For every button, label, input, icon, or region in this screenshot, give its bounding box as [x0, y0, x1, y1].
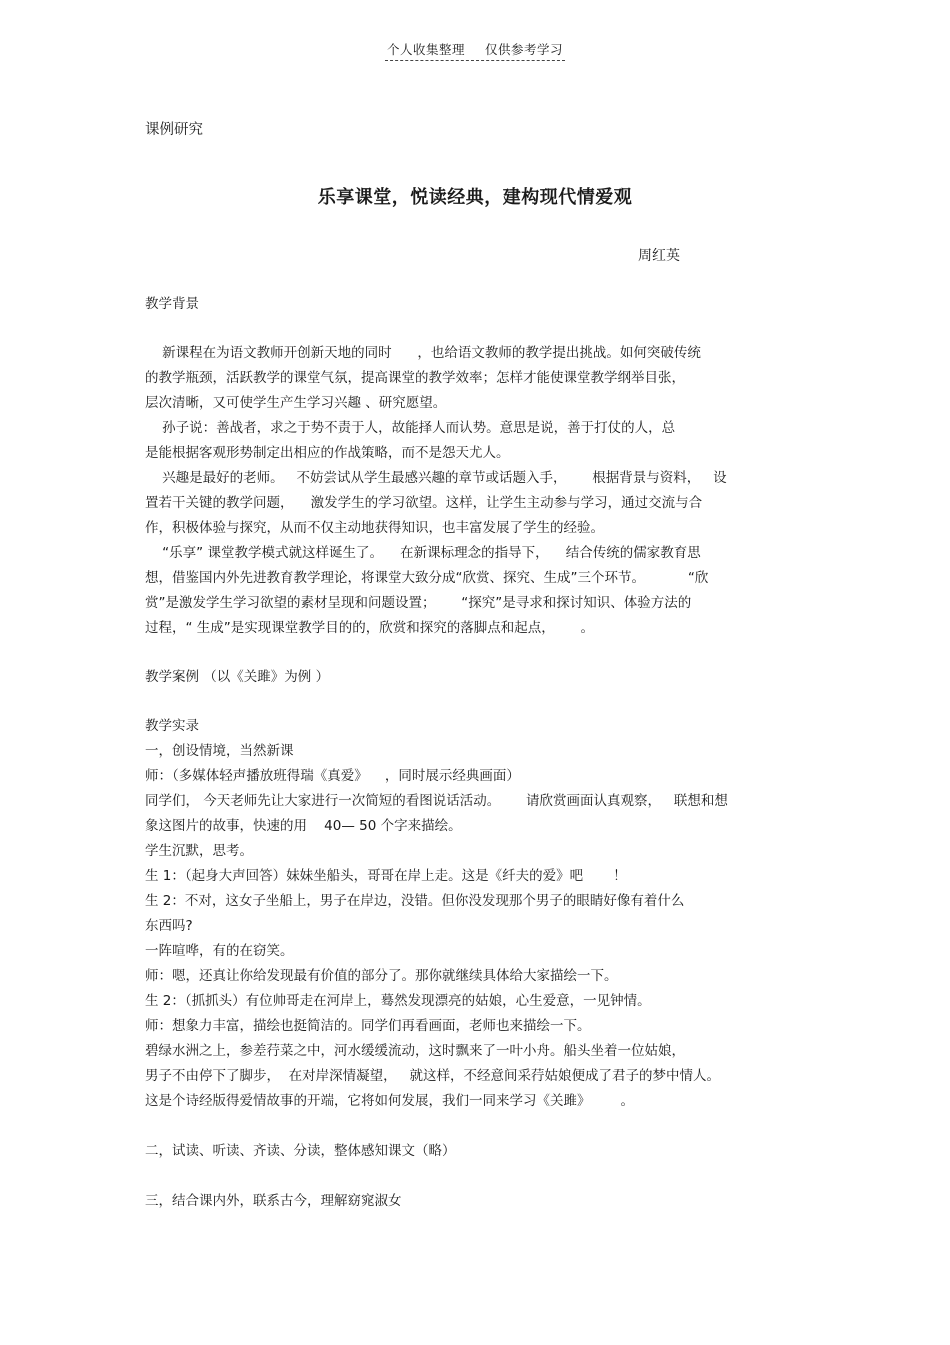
body-line: 是能根据客观形势制定出相应的作战策略，而不是怨天尤人。	[145, 445, 510, 461]
body-line: 兴趣是最好的老师。 不妨尝试从学生最感兴趣的章节或话题入手， 根据背景与资料， 设	[145, 470, 727, 486]
document-title: 乐享课堂，悦读经典，建构现代情爱观	[317, 187, 633, 208]
record-line: 生 2：（抓抓头）有位帅哥走在河岸上，蓦然发现漂亮的姑娘，心生爱意，一见钟情。	[145, 993, 651, 1009]
record-line: 生 2：不对，这女子坐船上，男子在岸边，没错。但你没发现那个男子的眼睛好像有着什么	[145, 893, 685, 909]
record-line: 师：嗯，还真让你给发现最有价值的部分了。那你就继续具体给大家描绘一下。	[145, 968, 618, 984]
record-line: 生 1：（起身大声回答）妹妹坐船头，哥哥在岸上走。这是《纤夫的爱》吧 ！	[145, 868, 627, 884]
section-heading: 三，结合课内外，联系古今，理解窈窕淑女	[145, 1193, 402, 1209]
body-line: 层次清晰，又可使学生产生学习兴趣 、研究愿望。	[145, 395, 447, 411]
body-line: 孙子说：善战者，求之于势不责于人，故能择人而认势。意思是说，善于打仗的人，总	[145, 420, 676, 436]
body-line: 赏”是激发学生学习欲望的素材呈现和问题设置； “探究”是寻求和探讨知识、体验方法的	[145, 595, 692, 611]
record-line: 同学们， 今天老师先让大家进行一次简短的看图说话活动。 请欣赏画面认真观察， 联想和想	[145, 793, 728, 809]
header-left: 个人收集整理	[386, 42, 465, 57]
body-line: 想，借鉴国内外先进教育教学理论，将课堂大致分成“欣赏、探究、生成”三个环节。 “欣	[145, 570, 709, 586]
record-line: 一阵喧哗，有的在窃笑。	[145, 943, 294, 959]
category-label: 课例研究	[145, 122, 203, 138]
body-line: 置若干关键的教学问题， 激发学生的学习欲望。这样，让学生主动参与学习，通过交流与合	[145, 495, 703, 511]
body-line: 过程，“ 生成”是实现课堂教学目的的，欣赏和探究的落脚点和起点， 。	[145, 620, 595, 636]
record-line: 一，创设情境，当然新课	[145, 743, 294, 759]
section-heading: 教学背景	[145, 296, 199, 312]
record-line: 师：想象力丰富，描绘也挺简洁的。同学们再看画面，老师也来描绘一下。	[145, 1018, 591, 1034]
section-heading: 教学案例 （以《关雎》为例 ）	[145, 669, 330, 685]
record-line: 学生沉默，思考。	[145, 843, 253, 859]
record-line: 男子不由停下了脚步， 在对岸深情凝望， 就这样，不经意间采荇姑娘便成了君子的梦中情人。	[145, 1068, 720, 1084]
record-line: 师：（多媒体轻声播放班得瑞《真爱》 ，同时展示经典画面）	[145, 768, 520, 784]
section-heading: 教学实录	[145, 718, 199, 734]
record-line: 这是个诗经版得爱情故事的开端，它将如何发展，我们一同来学习《关雎》 。	[145, 1093, 635, 1109]
record-line: 碧绿水洲之上，参差荇菜之中，河水缓缓流动，这时飘来了一叶小舟。船头坐着一位姑娘，	[145, 1043, 685, 1059]
record-line: 象这图片的故事，快速的用 40— 50 个字来描绘。	[145, 818, 462, 834]
body-line: “乐享” 课堂教学模式就这样诞生了。 在新课标理念的指导下， 结合传统的儒家教育思	[145, 545, 701, 561]
author-name: 周红英	[638, 248, 680, 264]
header-right: 仅供参考学习	[485, 42, 564, 57]
body-line: 的教学瓶颈，活跃教学的课堂气氛，提高课堂的教学效率；怎样才能使课堂教学纲举目张，	[145, 370, 685, 386]
body-line: 作，积极体验与探究，从而不仅主动地获得知识，也丰富发展了学生的经验。	[145, 520, 604, 536]
record-line: 东西吗?	[145, 918, 193, 934]
body-line: 新课程在为语文教师开创新天地的同时 ，也给语文教师的教学提出挑战。如何突破传统	[145, 345, 701, 361]
page-header	[0, 40, 950, 61]
section-heading: 二，试读、听读、齐读、分读，整体感知课文（略）	[145, 1143, 456, 1159]
